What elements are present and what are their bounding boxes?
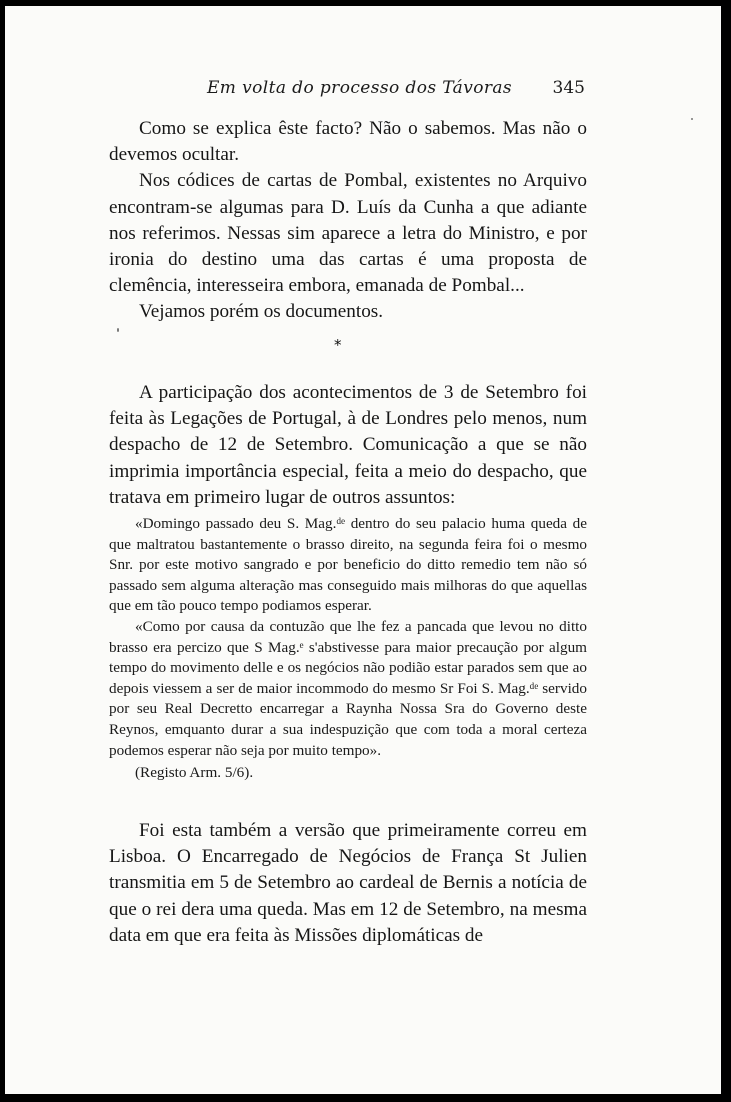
paper-speck xyxy=(691,118,693,120)
book-page xyxy=(5,6,721,1094)
body-text-middle xyxy=(109,380,587,511)
quote-paragraph: «Como por causa da contuzão que lhe fez a pancada que levou no ditto brasso era percizo que S Mag.ᵉ s'abstivesse para maior precaução por algum tempo do movimento delle e os negócios não podião estar parados sem que ao depois viessem a ser de maior incommodo do mesmo Sr Foi S. Mag.ᵈᵉ servido por seu Real Decretto encarregar a Raynha Nossa Sra do Governo deste Reynos, emquanto durar a sua indespuzição que com toda a moral certeza podemos esperar não seja por muito tempo». xyxy=(109,617,587,759)
page-header xyxy=(105,78,593,102)
paper-speck xyxy=(117,328,119,332)
block-quote xyxy=(109,514,587,784)
paragraph: Como se explica êste facto? Não o sabemos. Mas não o devemos ocultar. xyxy=(109,118,587,166)
paragraph: A participação dos acontecimentos de 3 de Setembro foi feita às Legações de Portugal, à de Londres pelo menos, num despacho de 12 de Setembro. Comunicação a que se não imprimia importância especial, feita a meio do despacho, que tratava em primeiro lugar de outros assuntos: xyxy=(109,382,587,508)
page-number: 345 xyxy=(552,78,585,98)
running-title: Em volta do processo dos Távoras xyxy=(207,78,513,98)
body-text-bottom xyxy=(109,818,587,949)
paragraph: Foi esta também a versão que primeiramente correu em Lisboa. O Encarregado de Negócios de França St Julien transmitia em 5 de Setembro ao cardeal de Bernis a notícia de que o rei dera uma queda. Mas em 12 de Setembro, na mesma data em que era feita às Missões diplomáticas de xyxy=(109,820,587,946)
quote-paragraph: «Domingo passado deu S. Mag.ᵈᵉ dentro do seu palacio huma queda de que maltratou bastantemente o brasso direito, na segunda feira foi o mesmo Snr. por este motivo sangrado e por beneficio do ditto remedio tem não só passado sem alguma alteração mas conseguido mais milhoras do que aquellas que em tão pouco tempo podiamos esperar. xyxy=(109,515,587,615)
paragraph: Nos códices de cartas de Pombal, existentes no Arquivo encontram-se algumas para D. Luís da Cunha a que adiante nos referimos. Nessas sim aparece a letra do Ministro, e por ironia do destino uma das cartas é uma proposta de clemência, interesseira embora, emanada de Pombal... xyxy=(109,170,587,297)
section-separator: * xyxy=(334,336,342,354)
paragraph: Vejamos porém os documentos. xyxy=(139,301,384,323)
quote-source: (Registo Arm. 5/6). xyxy=(135,764,254,782)
body-text-top xyxy=(109,116,587,326)
